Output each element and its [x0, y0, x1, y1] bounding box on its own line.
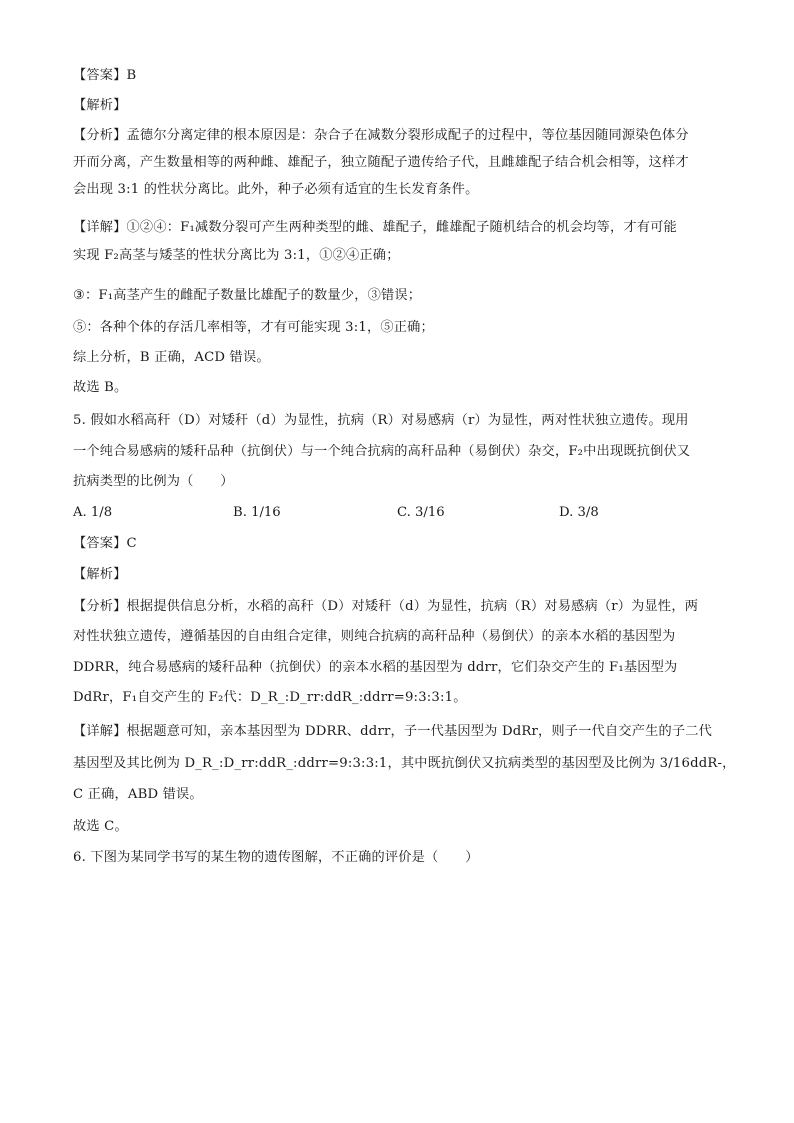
- detail-text-line: C 正确，ABD 错误。: [73, 787, 203, 802]
- detail-text-line: ⑤：各种个体的存活几率相等，才有可能实现 3:1，⑤正确；: [73, 320, 434, 335]
- option-d: D. 3/8: [559, 505, 599, 520]
- answer-line: 【答案】B: [73, 68, 137, 83]
- analysis-text-line: 对性状独立遗传，遵循基因的自由组合定律，则纯合抗病的高秆品种（易倒伏）的亲本水稻的基因型为: [73, 629, 676, 644]
- analysis-text-line: 【分析】孟德尔分离定律的根本原因是：杂合子在减数分裂形成配子的过程中，等位基因随同源染色体分: [73, 128, 689, 143]
- detail-text-line: 【详解】①②④：F₁减数分裂可产生两种类型的雌、雄配子，雌雄配子随机结合的机会均等，才有可能: [73, 220, 677, 235]
- question-stem-line: 一个纯合易感病的矮秆品种（抗倒伏）与一个纯合抗病的高秆品种（易倒伏）杂交，F₂中出现既抗倒伏又: [73, 444, 691, 459]
- analysis-text-line: 会出现 3:1 的性状分离比。此外，种子必须有适宜的生长发育条件。: [73, 182, 479, 197]
- detail-text-line: 故选 C。: [73, 819, 128, 834]
- options-row: [73, 503, 733, 523]
- answer-line: 【答案】C: [73, 536, 137, 551]
- option-b: B. 1/16: [233, 505, 281, 520]
- detail-text-line: 实现 F₂高茎与矮茎的性状分离比为 3:1，①②④正确；: [73, 248, 400, 263]
- option-c: C. 3/16: [397, 505, 445, 520]
- question-stem-line: 5. 假如水稻高秆（D）对矮秆（d）为显性，抗病（R）对易感病（r）为显性，两对性状独立遗传。现用: [73, 413, 689, 428]
- option-a: A. 1/8: [73, 505, 113, 520]
- analysis-text-line: DdRr，F₁自交产生的 F₂代：D_R_:D_rr:ddR_:ddrr=9:3:3:1。: [73, 690, 467, 705]
- analysis-text-line: 开而分离，产生数量相等的两种雌、雄配子，独立随配子遗传给子代，且雌雄配子结合机会相等，这样才: [73, 155, 689, 170]
- analysis-heading: 【解析】: [73, 567, 127, 582]
- question-stem-line: 抗病类型的比例为（ ）: [73, 474, 234, 489]
- detail-text-line: 综上分析，B 正确，ACD 错误。: [73, 350, 270, 365]
- detail-text-line: 故选 B。: [73, 380, 128, 395]
- question-stem-line: 6. 下图为某同学书写的某生物的遗传图解，不正确的评价是（ ）: [73, 850, 479, 865]
- detail-text-line: ③：F₁高茎产生的雌配子数量比雄配子的数量少，③错误；: [73, 288, 422, 303]
- analysis-heading: 【解析】: [73, 98, 127, 113]
- detail-text-line: 基因型及其比例为 D_R_:D_rr:ddR_:ddrr=9:3:3:1，其中既抗倒伏又抗病类型的基因型及比例为 3/16ddR-，: [73, 756, 736, 771]
- detail-text-line: 【详解】根据题意可知，亲本基因型为 DDRR、ddrr，子一代基因型为 DdRr，则子一代自交产生的子二代: [73, 724, 713, 739]
- analysis-text-line: DDRR，纯合易感病的矮秆品种（抗倒伏）的亲本水稻的基因型为 ddrr，它们杂交产生的 F₁基因型为: [73, 660, 678, 675]
- analysis-text-line: 【分析】根据提供信息分析，水稻的高秆（D）对矮秆（d）为显性，抗病（R）对易感病（r）为显性，两: [73, 599, 699, 614]
